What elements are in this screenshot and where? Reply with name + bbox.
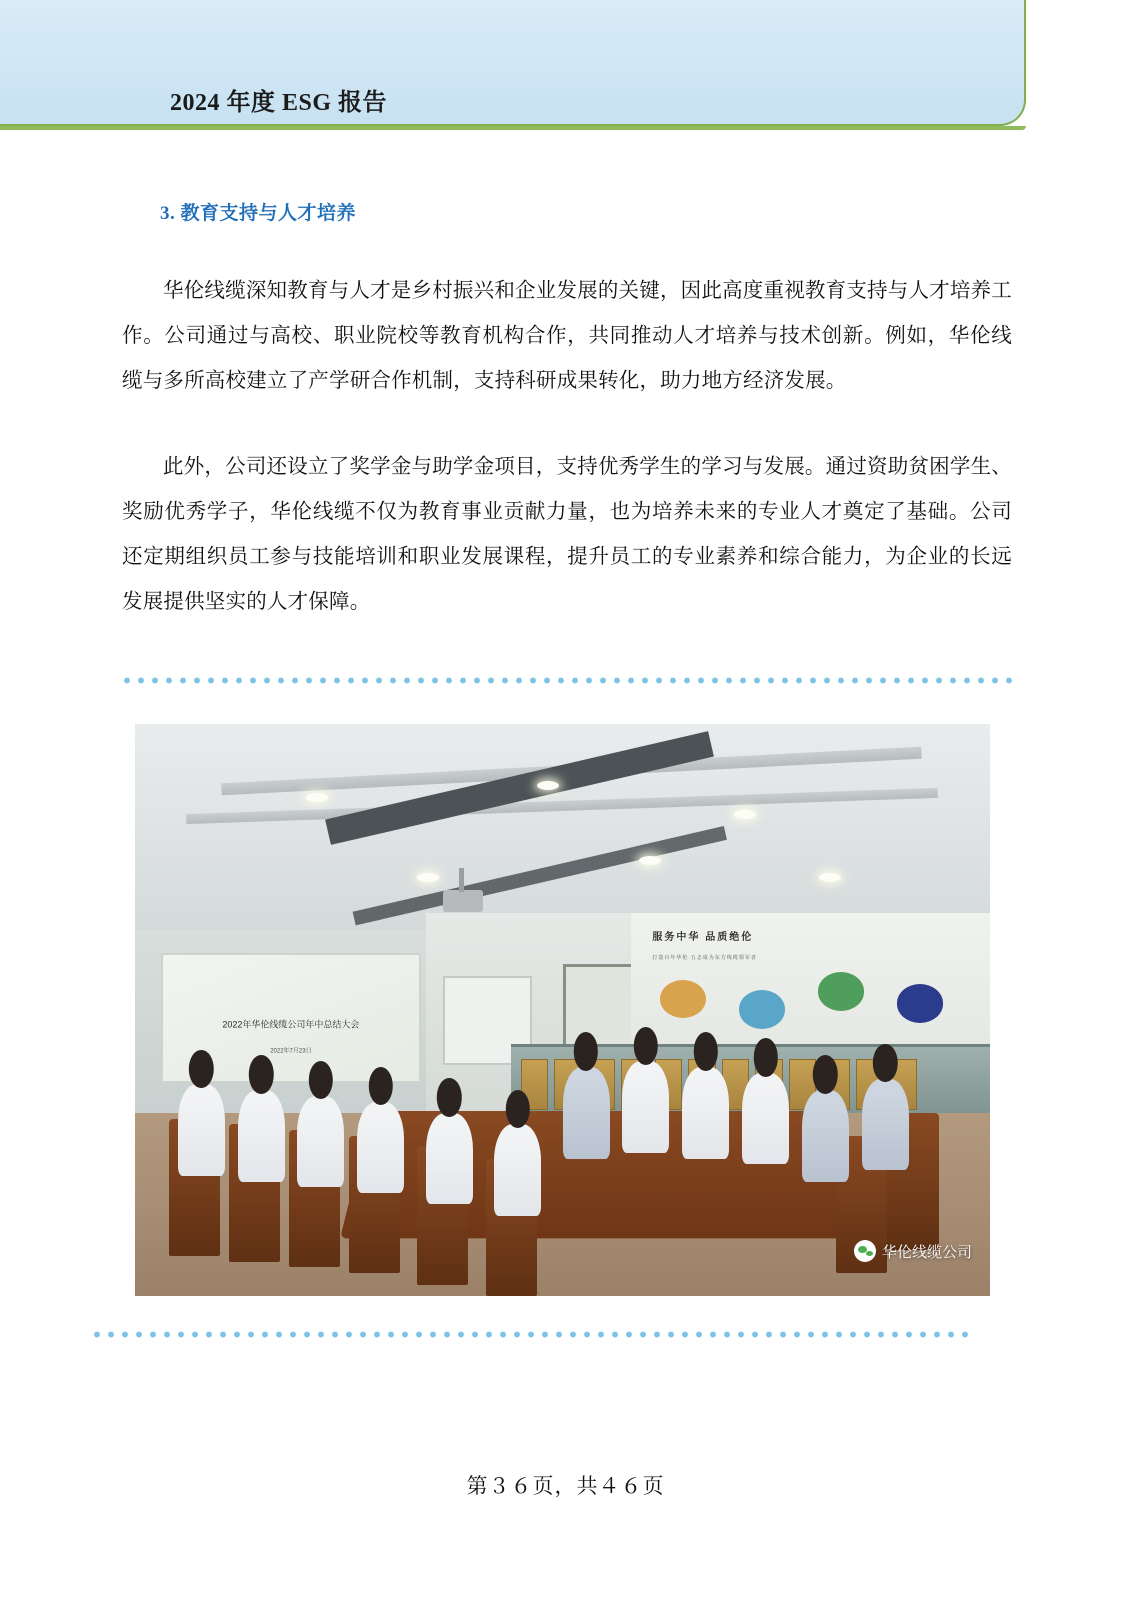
header-accent-line	[0, 126, 1026, 130]
report-title: 2024 年度 ESG 报告	[170, 90, 388, 116]
person	[802, 1090, 849, 1182]
body-paragraph-1: 华伦线缆深知教育与人才是乡村振兴和企业发展的关键，因此高度重视教育支持与人才培养工作。公司通过与高校、职业院校等教育机构合作，共同推动人才培养与技术创新。例如，华伦线缆与多所高校建立了产学研合作机制，支持科研成果转化，助力地方经济发展。	[122, 279, 1012, 392]
person	[622, 1061, 669, 1153]
culture-wall-subtitle: 打造百年华伦 五志成为东方线缆领军者	[652, 955, 757, 962]
body-paragraph-2: 此外，公司还设立了奖学金与助学金项目，支持优秀学生的学习与发展。通过资助贫困学生、奖励优秀学子，华伦线缆不仅为教育事业贡献力量，也为培养未来的专业人才奠定了基础。公司还定期组织员工参与技能培训和职业发展课程，提升员工的专业素养和综合能力，为企业的长远发展提供坚实的人才保障。	[122, 455, 1012, 613]
page-header	[0, 0, 1131, 132]
ceiling-light-icon	[417, 873, 439, 882]
person	[563, 1067, 610, 1159]
person	[238, 1090, 285, 1182]
ceiling-beam	[186, 788, 938, 824]
page-number: 第３６页，共４６页	[466, 1474, 665, 1498]
photo-watermark	[854, 1240, 972, 1262]
person	[682, 1067, 729, 1159]
person	[494, 1124, 541, 1216]
photo-canvas	[135, 724, 990, 1296]
culture-wall-circle	[897, 984, 944, 1023]
dotted-divider-bottom	[90, 1331, 970, 1338]
wechat-icon	[854, 1240, 876, 1262]
culture-wall-slogan: 服务中华 品质绝伦	[652, 931, 754, 943]
watermark-label: 华伦线缆公司	[881, 1243, 972, 1261]
projection-screen-title: 2022年华伦线缆公司年中总结大会	[222, 1019, 360, 1030]
person	[297, 1096, 344, 1188]
culture-wall-circle	[660, 980, 707, 1019]
dotted-divider-top	[120, 677, 1020, 684]
section-heading: 3. 教育支持与人才培养	[160, 203, 357, 224]
culture-wall	[631, 913, 990, 1062]
person	[742, 1073, 789, 1165]
person	[178, 1084, 225, 1176]
ceiling-light-icon	[734, 810, 756, 819]
person	[426, 1113, 473, 1205]
culture-wall-circle	[739, 990, 786, 1029]
person	[862, 1079, 909, 1171]
ceiling-light-icon	[306, 793, 328, 802]
ceiling-light-icon	[639, 856, 661, 865]
projection-screen-date: 2022年7月23日	[270, 1048, 312, 1055]
header-background	[0, 0, 1026, 126]
culture-wall-circle	[818, 972, 865, 1011]
meeting-photo	[135, 724, 990, 1296]
projector-icon	[443, 890, 483, 912]
person	[357, 1102, 404, 1194]
ceiling-light-icon	[819, 873, 841, 882]
